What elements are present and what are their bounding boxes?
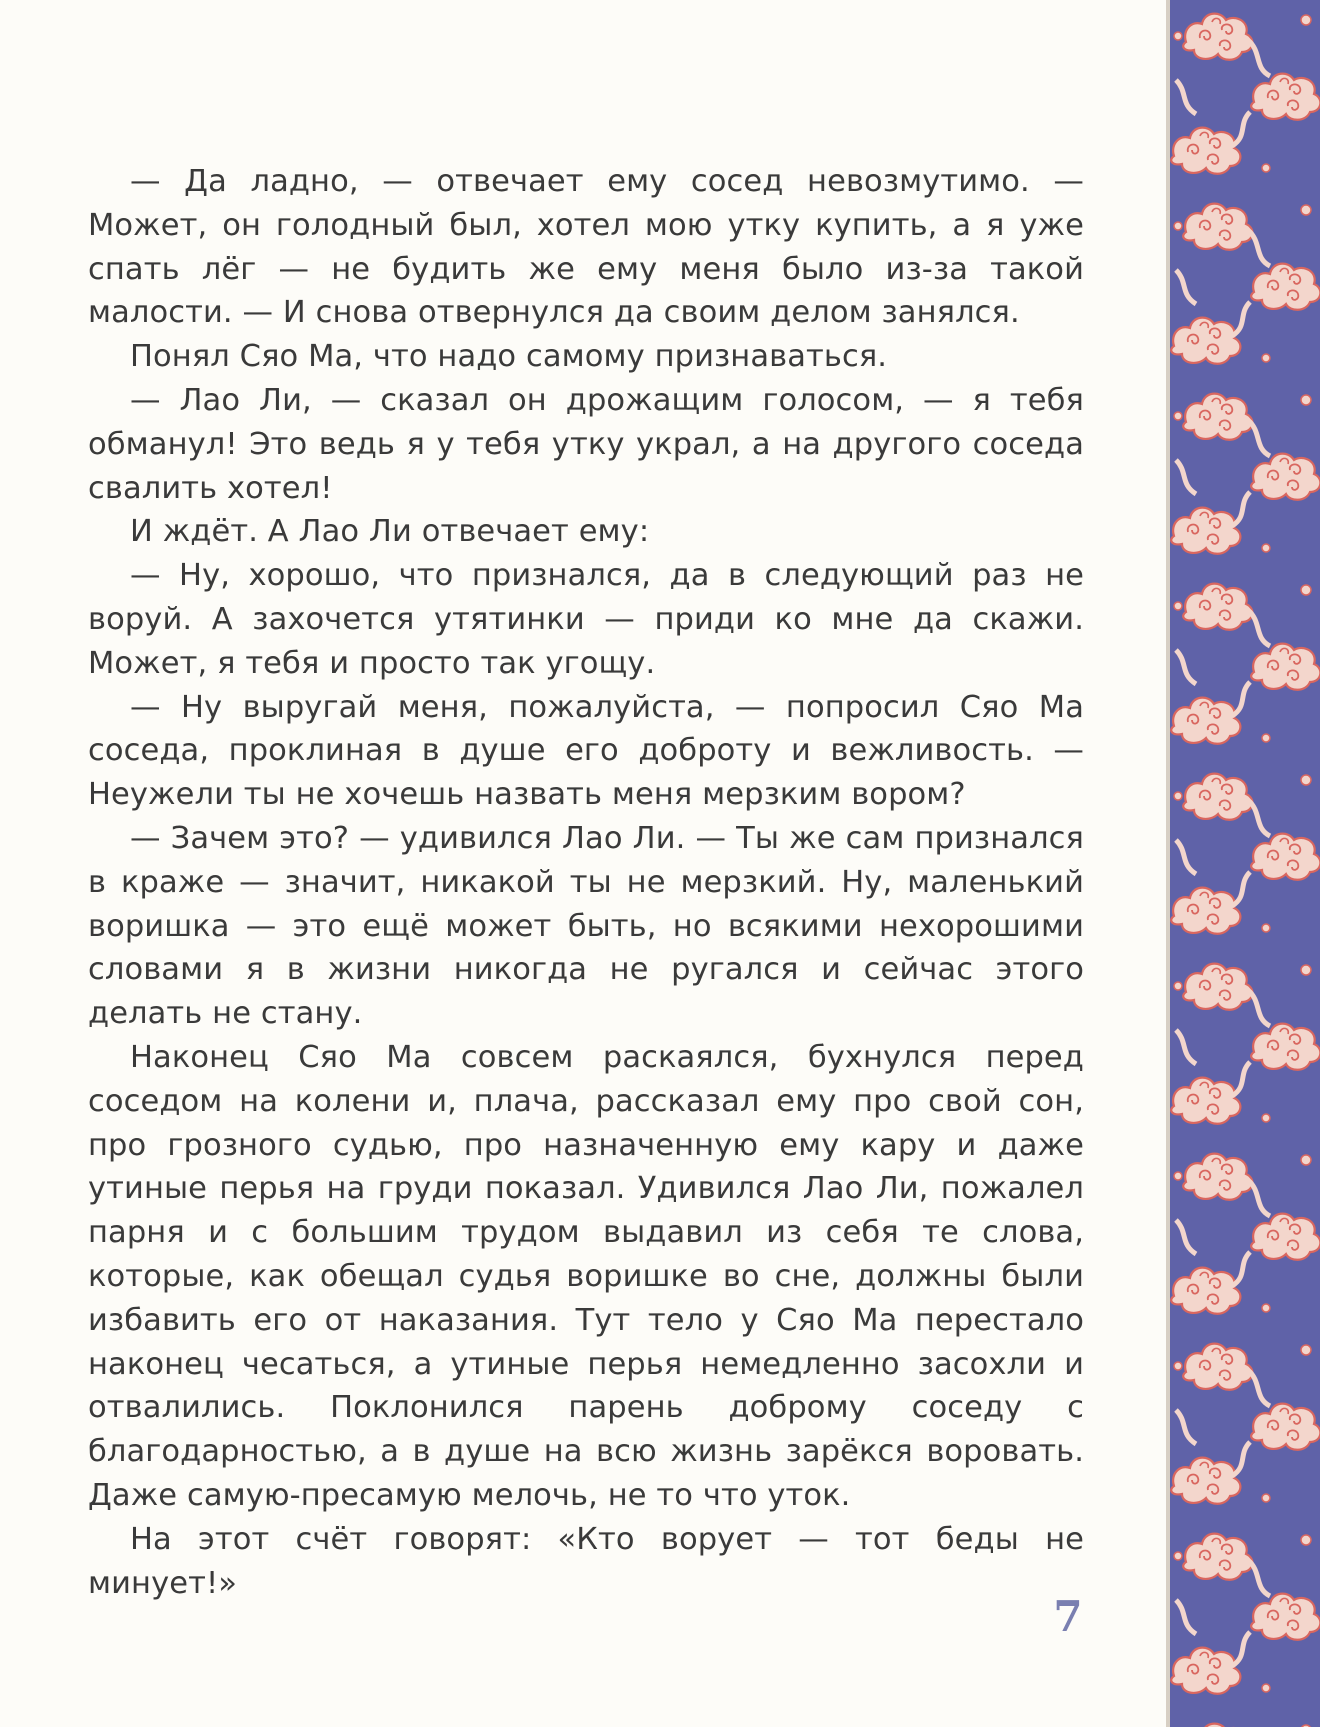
paragraph-3: — Лао Ли, — сказал он дрожащим голосом, — я тебя обманул! Это ведь я у тебя утку украл, а на другого соседа свалить хотел!: [88, 382, 1084, 506]
paragraph-2: Понял Сяо Ма, что надо самому признаваться.: [130, 339, 888, 375]
cloud-pattern-icon: [1166, 0, 1320, 1727]
story-text: [88, 160, 1084, 1605]
paragraph-8: Наконец Сяо Ма совсем раскаялся, бухнулся перед соседом на колени и, плача, рассказал ему про свой сон, про грозного судью, про назначенную ему кару и даже утиные перья на груди показал. Удивился Лао Ли, пожалел парня и с большим трудом выдавил из себя те слова, которые, как обещал судья воришке во сне, должны были избавить его от наказания. Тут тело у Сяо Ма перестало наконец чесаться, а утиные перья немедленно засохли и отвалились. Поклонился парень доброму соседу с благодарностью, а в душе на всю жизнь зарёкся воровать. Даже самую-пресамую мелочь, не то что уток.: [88, 1039, 1084, 1513]
paragraph-7: — Зачем это? — удивился Лао Ли. — Ты же сам признался в краже — значит, никакой ты не мерзкий. Ну, маленький воришка — это ещё может быть, но всякими нехорошими словами я в жизни никогда не ругался и сейчас этого делать не стану.: [88, 820, 1084, 1032]
paragraph-4: И ждёт. А Лао Ли отвечает ему:: [130, 514, 650, 550]
paragraph-5: — Ну, хорошо, что признался, да в следующий раз не воруй. А захочется утятинки — приди ко мне да скажи. Может, я тебя и просто так угощу.: [88, 558, 1084, 681]
paragraph-9: На этот счёт говорят: «Кто ворует — тот беды не минует!»: [88, 1521, 1084, 1601]
paragraph-6: — Ну выругай меня, пожалуйста, — попросил Сяо Ма соседа, проклиная в душе его доброту и вежливость. — Неужели ты не хочешь назвать меня мерзким вором?: [88, 689, 1084, 813]
page-number: 7: [1053, 1592, 1083, 1641]
paragraph-1: — Да ладно, — отвечает ему сосед невозмутимо. — Может, он голодный был, хотел мою утку купить, а я уже спать лёг — не будить же ему меня было из-за такой малости. — И снова отвернулся да своим делом занялся.: [88, 164, 1084, 331]
decorative-side-border: [1166, 0, 1320, 1727]
